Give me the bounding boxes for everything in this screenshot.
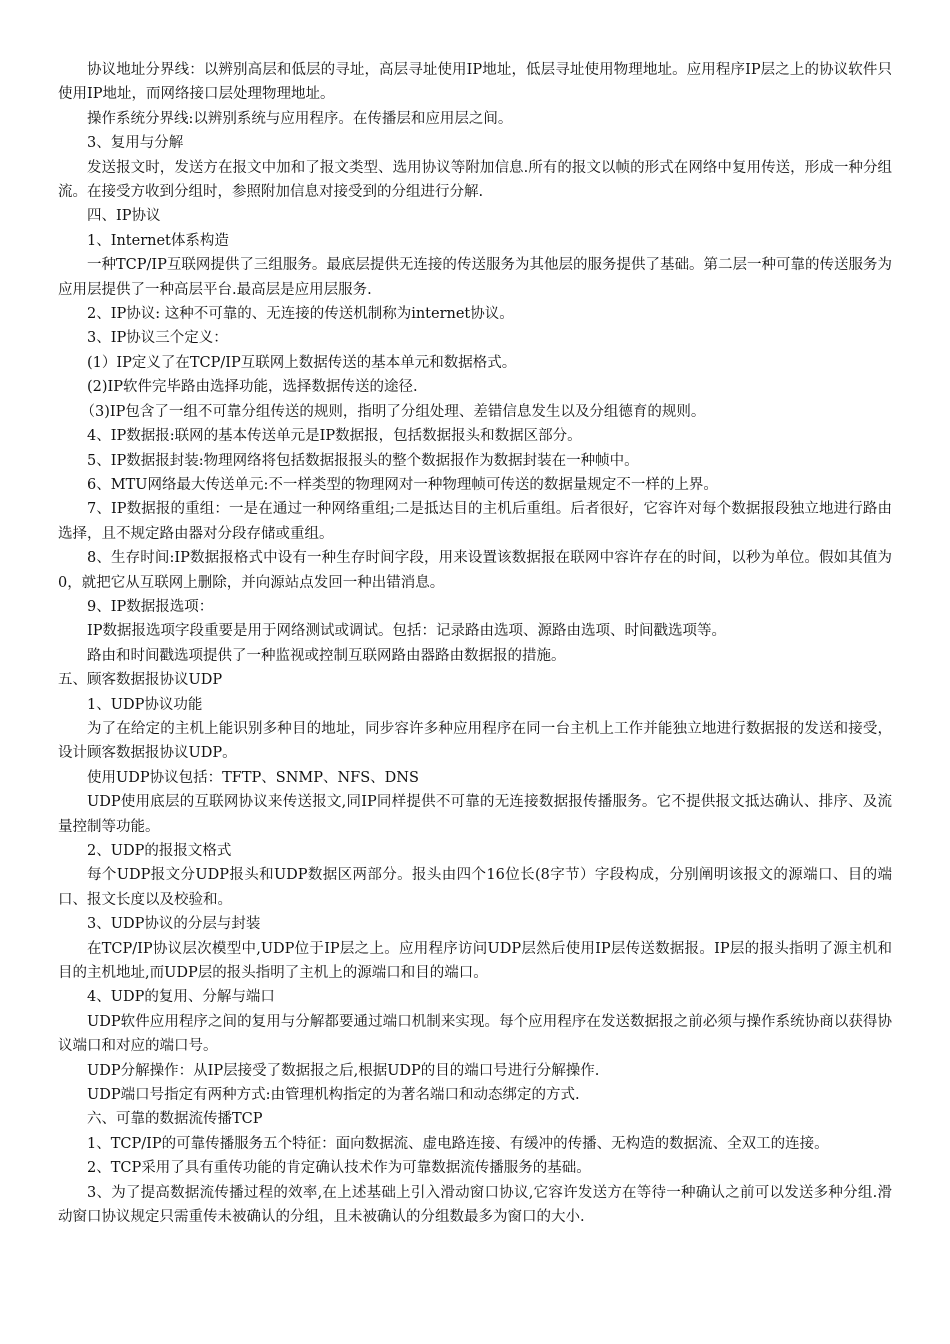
paragraph: 五、顾客数据报协议UDP <box>58 672 223 689</box>
paragraph: UDP端口号指定有两种方式:由管理机构指定的为著名端口和动态绑定的方式. <box>87 1087 580 1104</box>
paragraph: 每个UDP报文分UDP报头和UDP数据区两部分。报头由四个16位长(8字节）字段构成，分别阐明该报文的源端口、目的端口、报文长度以及校验和。 <box>58 867 892 908</box>
paragraph: UDP分解操作：从IP层接受了数据报之后,根据UDP的目的端口号进行分解操作. <box>87 1062 600 1079</box>
paragraph: 5、IP数据报封装:物理网络将包括数据报报头的整个数据报作为数据封装在一种帧中。 <box>87 452 639 469</box>
paragraph: UDP使用底层的互联网协议来传送报文,同IP同样提供不可靠的无连接数据报传播服务。它不提供报文抵达确认、排序、及流量控制等功能。 <box>58 794 892 835</box>
paragraph: 六、可靠的数据流传播TCP <box>87 1111 263 1128</box>
paragraph: 使用UDP协议包括：TFTP、SNMP、NFS、DNS <box>87 769 419 786</box>
paragraph: 2、UDP的报报文格式 <box>87 843 232 859</box>
paragraph: 1、UDP协议功能 <box>87 696 203 713</box>
paragraph: 6、MTU网络最大传送单元:不一样类型的物理网对一种物理帧可传送的数据量规定不一样的上界。 <box>87 476 718 493</box>
paragraph: 协议地址分界线：以辨别高层和低层的寻址，高层寻址使用IP地址，低层寻址使用物理地址。应用程序IP层之上的协议软件只使用IP地址，而网络接口层处理物理地址。 <box>58 62 892 103</box>
paragraph: UDP软件应用程序之间的复用与分解都要通过端口机制来实现。每个应用程序在发送数据报之前必须与操作系统协商以获得协议端口和对应的端口号。 <box>58 1013 892 1055</box>
paragraph: 3、UDP协议的分层与封装 <box>87 916 261 933</box>
paragraph: 4、UDP的复用、分解与端口 <box>87 989 275 1006</box>
paragraph: (2)IP软件完毕路由选择功能，选择数据传送的途径. <box>87 379 418 396</box>
paragraph: 四、IP协议 <box>87 208 161 225</box>
paragraph: 在TCP/IP协议层次模型中,UDP位于IP层之上。应用程序访问UDP层然后使用IP层传送数据报。IP层的报头指明了源主机和目的主机地址,而UDP层的报头指明了主机上的源端口和目的端口。 <box>58 940 892 982</box>
paragraph: 3、复用与分解 <box>87 135 184 152</box>
paragraph: 4、IP数据报:联网的基本传送单元是IP数据报，包括数据报头和数据区部分。 <box>87 428 582 445</box>
paragraph: 2、IP协议: 这种不可靠的、无连接的传送机制称为internet协议。 <box>87 306 514 323</box>
paragraph: (1）IP定义了在TCP/IP互联网上数据传送的基本单元和数据格式。 <box>87 354 517 371</box>
paragraph: 操作系统分界线:以辨别系统与应用程序。在传播层和应用层之间。 <box>87 110 513 127</box>
paragraph: 3、为了提高数据流传播过程的效率,在上述基础上引入滑动窗口协议,它容许发送方在等待一种确认之前可以发送多种分组.滑动窗口协议规定只需重传未被确认的分组，且未被确认的分组数最多为窗口的大小. <box>58 1184 892 1226</box>
paragraph: 1、TCP/IP的可靠传播服务五个特征：面向数据流、虚电路连接、有缓冲的传播、无构造的数据流、全双工的连接。 <box>87 1135 829 1152</box>
paragraph: 8、生存时间:IP数据报格式中设有一种生存时间字段，用来设置该数据报在联网中容许存在的时间，以秒为单位。假如其值为0，就把它从互联网上删除，并向源站点发回一种出错消息。 <box>58 550 892 591</box>
paragraph: 3、IP协议三个定义： <box>87 330 228 347</box>
paragraph: 7、IP数据报的重组：一是在通过一种网络重组;二是抵达目的主机后重组。后者很好，它容许对每个数据报段独立地进行路由选择，且不规定路由器对分段存储或重组。 <box>58 501 892 542</box>
paragraph: 1、Internet体系构造 <box>87 232 229 249</box>
document-page <box>58 58 892 1230</box>
paragraph: 9、IP数据报选项： <box>87 598 214 615</box>
paragraph: （3)IP包含了一组不可靠分组传送的规则，指明了分组处理、差错信息发生以及分组德育的规则。 <box>80 403 706 420</box>
paragraph: 路由和时间戳选项提供了一种监视或控制互联网路由器路由数据报的措施。 <box>87 647 566 664</box>
paragraph: IP数据报选项字段重要是用于网络测试或调试。包括：记录路由选项、源路由选项、时间戳选项等。 <box>87 623 726 640</box>
paragraph: 一种TCP/IP互联网提供了三组服务。最底层提供无连接的传送服务为其他层的服务提供了基础。第二层一种可靠的传送服务为应用层提供了一种高层平台.最高层是应用层服务. <box>58 257 892 298</box>
paragraph: 为了在给定的主机上能识别多种目的地址，同步容许多种应用程序在同一台主机上工作并能独立地进行数据报的发送和接受，设计顾客数据报协议UDP。 <box>58 720 892 762</box>
paragraph: 2、TCP采用了具有重传功能的肯定确认技术作为可靠数据流传播服务的基础。 <box>87 1160 591 1177</box>
paragraph: 发送报文时，发送方在报文中加和了报文类型、选用协议等附加信息.所有的报文以帧的形式在网络中复用传送，形成一种分组流。在接受方收到分组时，参照附加信息对接受到的分组进行分解. <box>58 159 892 201</box>
